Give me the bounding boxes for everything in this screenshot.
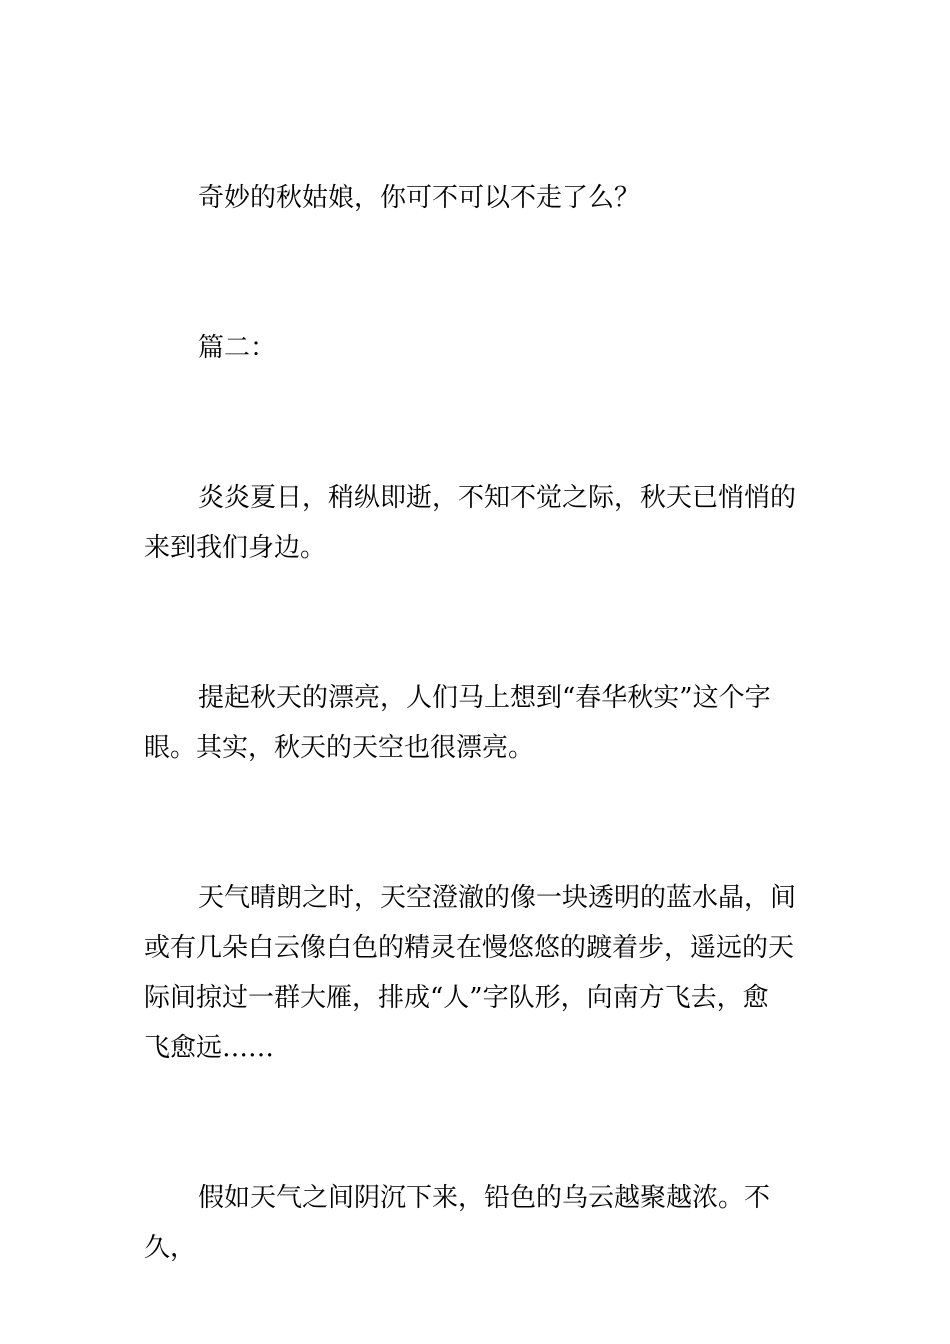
paragraph-autumn-beauty: 提起秋天的漂亮，人们马上想到“春华秋实”这个字 眼。其实，秋天的天空也很漂亮。	[144, 683, 771, 763]
paragraph-summer-passing: 炎炎夏日，稍纵即逝，不知不觉之际，秋天已悄悄的 来到我们身边。	[144, 483, 797, 563]
section-heading: 篇二：	[198, 333, 277, 363]
paragraph-cloudy-sky: 假如天气之间阴沉下来，铅色的乌云越聚越浓。不久，	[144, 1183, 771, 1263]
paragraph-clear-sky: 天气晴朗之时，天空澄澈的像一块透明的蓝水晶，间 或有几朵白云像白色的精灵在慢悠悠的踱着步，遥远的天 际间掠过一群大雁，排成“人”字队形，向南方飞去，愈 飞愈远……	[144, 883, 797, 1063]
paragraph-closing-question: 奇妙的秋姑娘，你可不可以不走了么？	[198, 183, 641, 213]
